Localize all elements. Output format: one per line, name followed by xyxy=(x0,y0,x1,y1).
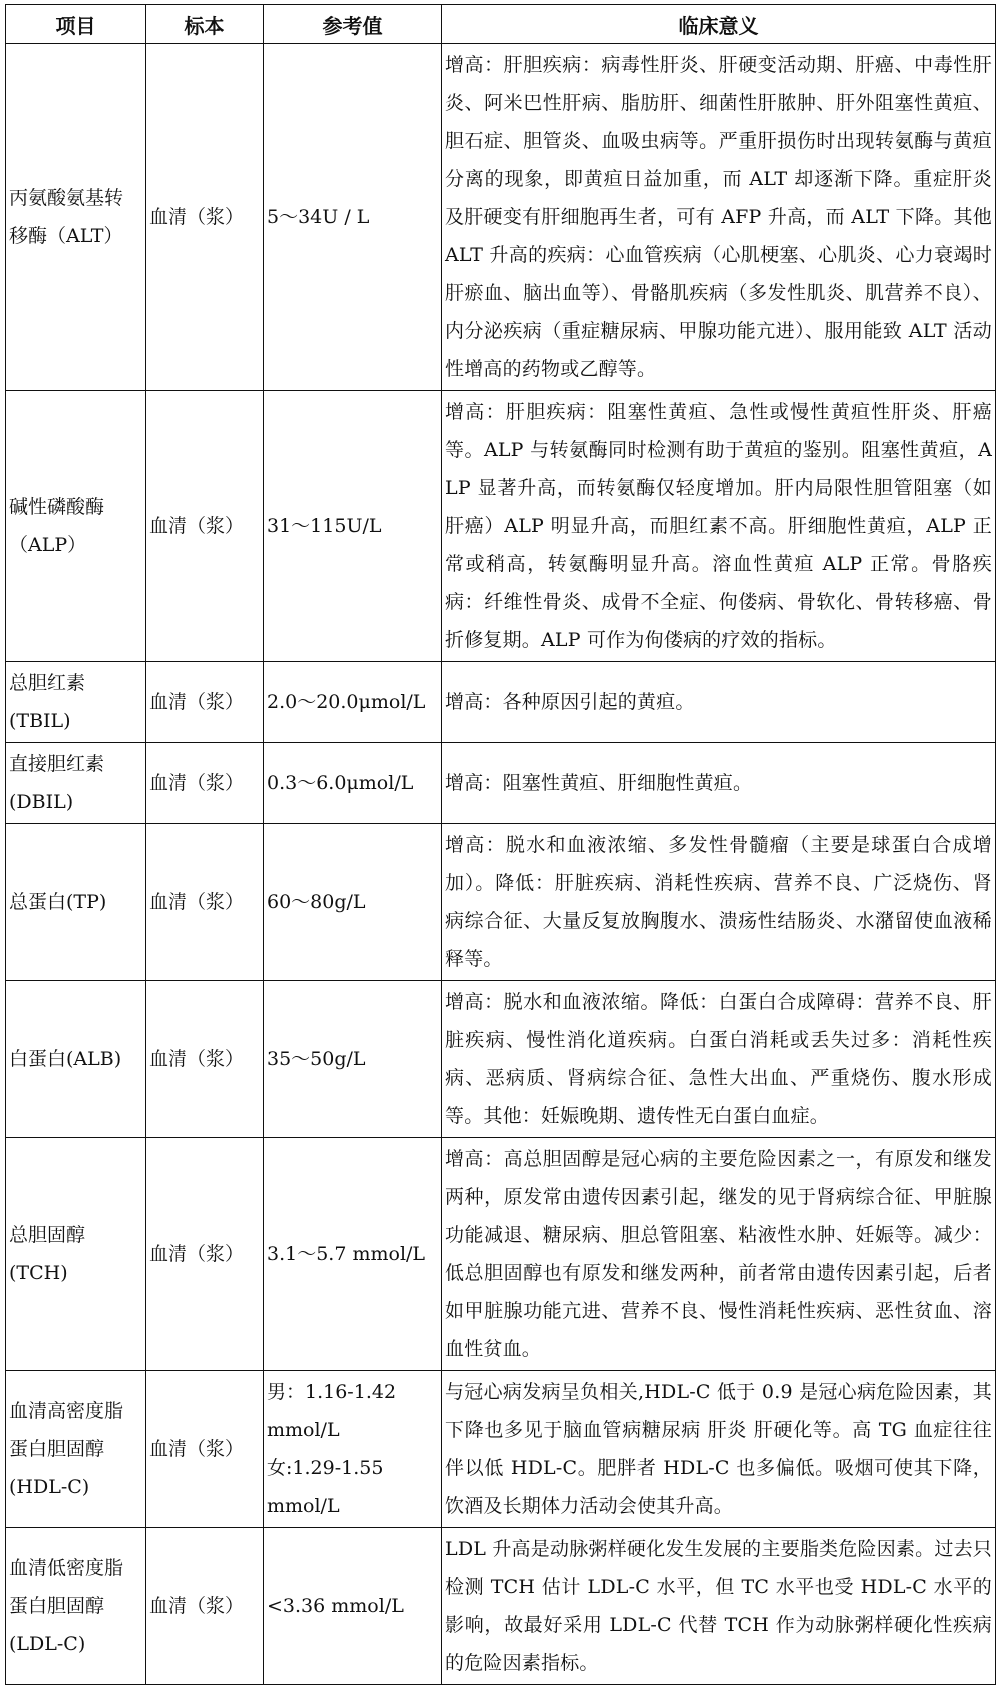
item-name-line: 丙氨酸氨基转 xyxy=(9,187,124,209)
header-significance: 临床意义 xyxy=(442,5,996,44)
table-body xyxy=(6,44,996,1685)
item-name-line: 总胆红素 xyxy=(9,672,86,694)
table-row xyxy=(6,1371,996,1528)
item-cell xyxy=(6,743,146,824)
item-name-line: 总胆固醇 xyxy=(9,1224,86,1246)
reference-value-cell xyxy=(264,391,442,662)
header-reference: 参考值 xyxy=(264,5,442,44)
specimen-cell: 血清（浆） xyxy=(146,824,264,981)
header-specimen: 标本 xyxy=(146,5,264,44)
reference-value-cell xyxy=(264,662,442,743)
reference-value-line: <3.36 mmol/L xyxy=(267,1595,404,1617)
item-name-line: 蛋白胆固醇 xyxy=(9,1595,105,1617)
item-name-line: 蛋白胆固醇 xyxy=(9,1438,105,1460)
lab-reference-table xyxy=(5,4,996,1685)
table-row xyxy=(6,391,996,662)
item-name-line: 血清高密度脂 xyxy=(9,1400,124,1422)
table-row xyxy=(6,743,996,824)
item-name-line: (LDL-C) xyxy=(9,1633,86,1655)
reference-value-line: 5～34U / L xyxy=(267,206,370,228)
reference-value-line: 3.1～5.7 mmol/L xyxy=(267,1243,426,1265)
table-row xyxy=(6,662,996,743)
specimen-cell: 血清（浆） xyxy=(146,1138,264,1371)
reference-value-line: 60～80g/L xyxy=(267,891,366,913)
item-cell xyxy=(6,1371,146,1528)
clinical-significance-cell: 增高：脱水和血液浓缩。降低：白蛋白合成障碍：营养不良、肝脏疾病、慢性消化道疾病。白蛋白消耗或丢失过多：消耗性疾病、恶病质、肾病综合征、急性大出血、严重烧伤、腹水形成等。其他：妊娠晚期、遗传性无白蛋白血症。 xyxy=(442,981,996,1138)
header-item: 项目 xyxy=(6,5,146,44)
reference-value-line: 女:1.29-1.55 xyxy=(267,1457,384,1479)
item-name-line: （ALP） xyxy=(9,534,87,556)
item-name-line: (HDL-C) xyxy=(9,1476,90,1498)
clinical-significance-cell: LDL 升高是动脉粥样硬化发生发展的主要脂类危险因素。过去只检测 TCH 估计 LDL-C 水平，但 TC 水平也受 HDL-C 水平的影响，故最好采用 LDL-C 代替 TCH 作为动脉粥样硬化性疾病的危险因素指标。 xyxy=(442,1528,996,1685)
reference-value-cell xyxy=(264,1371,442,1528)
reference-value-cell xyxy=(264,44,442,391)
reference-value-line: 2.0～20.0μmol/L xyxy=(267,691,426,713)
clinical-significance-cell: 增高：高总胆固醇是冠心病的主要危险因素之一，有原发和继发两种，原发常由遗传因素引起，继发的见于肾病综合征、甲脏腺功能减退、糖尿病、胆总管阻塞、粘液性水肿、妊娠等。减少：低总胆固醇也有原发和继发两种，前者常由遗传因素引起，后者如甲脏腺功能亢进、营养不良、慢性消耗性疾病、恶性贫血、溶血性贫血。 xyxy=(442,1138,996,1371)
item-name-line: (TCH) xyxy=(9,1262,68,1284)
table-row xyxy=(6,1528,996,1685)
specimen-cell: 血清（浆） xyxy=(146,1528,264,1685)
item-name-line: 血清低密度脂 xyxy=(9,1557,124,1579)
item-name-line: (DBIL) xyxy=(9,791,74,813)
reference-value-cell xyxy=(264,824,442,981)
reference-value-line: 男：1.16-1.42 xyxy=(267,1381,397,1403)
clinical-significance-cell: 增高：阻塞性黄疸、肝细胞性黄疸。 xyxy=(442,743,996,824)
header-row xyxy=(6,5,996,44)
clinical-significance-cell: 增高：各种原因引起的黄疸。 xyxy=(442,662,996,743)
specimen-cell: 血清（浆） xyxy=(146,1371,264,1528)
table-row xyxy=(6,44,996,391)
item-cell xyxy=(6,44,146,391)
lab-reference-table-container xyxy=(5,4,995,1685)
item-name-line: 直接胆红素 xyxy=(9,753,105,775)
item-name-line: (TBIL) xyxy=(9,710,71,732)
clinical-significance-cell: 与冠心病发病呈负相关,HDL-C 低于 0.9 是冠心病危险因素，其下降也多见于脑血管病糖尿病 肝炎 肝硬化等。高 TG 血症往往伴以低 HDL-C。肥胖者 HDL-C 也多偏低。吸烟可使其下降，饮酒及长期体力活动会使其升高。 xyxy=(442,1371,996,1528)
item-name-line: 总蛋白(TP) xyxy=(9,891,107,913)
item-cell xyxy=(6,1528,146,1685)
specimen-cell: 血清（浆） xyxy=(146,662,264,743)
item-name-line: 白蛋白(ALB) xyxy=(9,1048,122,1070)
table-row xyxy=(6,981,996,1138)
reference-value-line: 35～50g/L xyxy=(267,1048,366,1070)
specimen-cell: 血清（浆） xyxy=(146,391,264,662)
reference-value-cell xyxy=(264,743,442,824)
item-cell xyxy=(6,662,146,743)
specimen-cell: 血清（浆） xyxy=(146,44,264,391)
item-cell xyxy=(6,981,146,1138)
table-row xyxy=(6,824,996,981)
item-name-line: 移酶（ALT） xyxy=(9,225,123,247)
reference-value-cell xyxy=(264,1138,442,1371)
item-cell xyxy=(6,1138,146,1371)
table-header xyxy=(6,5,996,44)
reference-value-line: 0.3～6.0μmol/L xyxy=(267,772,414,794)
specimen-cell: 血清（浆） xyxy=(146,743,264,824)
table-row xyxy=(6,1138,996,1371)
reference-value-cell xyxy=(264,981,442,1138)
clinical-significance-cell: 增高：肝胆疾病：病毒性肝炎、肝硬变活动期、肝癌、中毒性肝炎、阿米巴性肝病、脂肪肝、细菌性肝脓肿、肝外阻塞性黄疸、胆石症、胆管炎、血吸虫病等。严重肝损伤时出现转氨酶与黄疸分离的现象，即黄疸日益加重，而 ALT 却逐渐下降。重症肝炎及肝硬变有肝细胞再生者，可有 AFP 升高，而 ALT 下降。其他 ALT 升高的疾病：心血管疾病（心肌梗塞、心肌炎、心力衰竭时肝瘀血、脑出血等）、骨骼肌疾病（多发性肌炎、肌营养不良）、内分泌疾病（重症糖尿病、甲腺功能亢进）、服用能致 ALT 活动性增高的药物或乙醇等。 xyxy=(442,44,996,391)
reference-value-line: mmol/L xyxy=(267,1495,340,1517)
item-cell xyxy=(6,391,146,662)
clinical-significance-cell: 增高：脱水和血液浓缩、多发性骨髓瘤（主要是球蛋白合成增加）。降低：肝脏疾病、消耗性疾病、营养不良、广泛烧伤、肾病综合征、大量反复放胸腹水、溃疡性结肠炎、水潴留使血液稀释等。 xyxy=(442,824,996,981)
reference-value-cell xyxy=(264,1528,442,1685)
clinical-significance-cell: 增高：肝胆疾病：阻塞性黄疸、急性或慢性黄疸性肝炎、肝癌等。ALP 与转氨酶同时检测有助于黄疸的鉴别。阻塞性黄疸，ALP 显著升高，而转氨酶仅轻度增加。肝内局限性胆管阻塞（如肝癌）ALP 明显升高，而胆红素不高。肝细胞性黄疸，ALP 正常或稍高，转氨酶明显升高。溶血性黄疸 ALP 正常。骨胳疾病：纤维性骨炎、成骨不全症、佝偻病、骨软化、骨转移癌、骨折修复期。ALP 可作为佝偻病的疗效的指标。 xyxy=(442,391,996,662)
reference-value-line: mmol/L xyxy=(267,1419,340,1441)
specimen-cell: 血清（浆） xyxy=(146,981,264,1138)
reference-value-line: 31～115U/L xyxy=(267,515,382,537)
item-cell xyxy=(6,824,146,981)
item-name-line: 碱性磷酸酶 xyxy=(9,496,105,518)
